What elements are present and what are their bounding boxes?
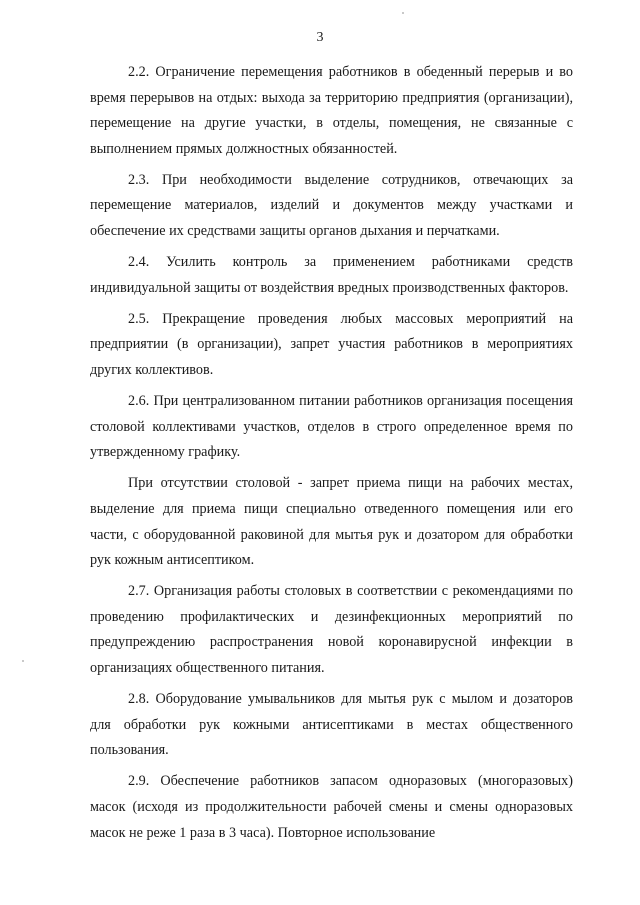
paragraph-2-7: 2.7. Организация работы столовых в соответствии с рекомендациями по проведению профилактических и дезинфекционных мероприятий по предупреждению распространения новой коронавирусной инфекции в организациях общественного питания. xyxy=(90,583,573,677)
paragraph-no-canteen: При отсутствии столовой - запрет приема пищи на рабочих местах, выделение для приема пищи специально отведенного помещения или его части, с оборудованной раковиной для мытья рук и дозатором для обработки рук кожным антисептиком. xyxy=(90,475,573,569)
scan-speck xyxy=(22,660,24,662)
paragraph-2-5: 2.5. Прекращение проведения любых массовых мероприятий на предприятии (в организации), запрет участия работников в мероприятиях других коллективов. xyxy=(90,310,573,379)
paragraph-2-2: 2.2. Ограничение перемещения работников в обеденный перерыв и во время перерывов на отдых: выхода за территорию предприятия (организации), перемещение на другие участки, в отделы, помещения, не связанные с выполнением прямых должностных обязанностей. xyxy=(90,64,573,157)
paragraph-2-3: 2.3. При необходимости выделение сотрудников, отвечающих за перемещение материалов, изделий и документов между участками и обеспечение их средствами защиты органов дыхания и перчатками. xyxy=(90,171,573,240)
paragraph-2-4: 2.4. Усилить контроль за применением работниками средств индивидуальной защиты от воздействия вредных производственных факторов. xyxy=(90,254,573,296)
scan-speck xyxy=(402,12,404,14)
paragraph-2-9: 2.9. Обеспечение работников запасом одноразовых (многоразовых) масок (исходя из продолжительности рабочей смены и смены одноразовых масок не реже 1 раза в 3 часа). Повторное использование xyxy=(90,773,573,841)
paragraph-2-6: 2.6. При централизованном питании работников организация посещения столовой коллективами участков, отделов в строго определенное время по утвержденному графику. xyxy=(90,393,573,461)
page-number: 3 xyxy=(316,30,324,45)
document-body xyxy=(90,60,573,852)
paragraph-2-8: 2.8. Оборудование умывальников для мытья рук с мылом и дозаторов для обработки рук кожными антисептиками в местах общественного пользования. xyxy=(90,691,573,759)
